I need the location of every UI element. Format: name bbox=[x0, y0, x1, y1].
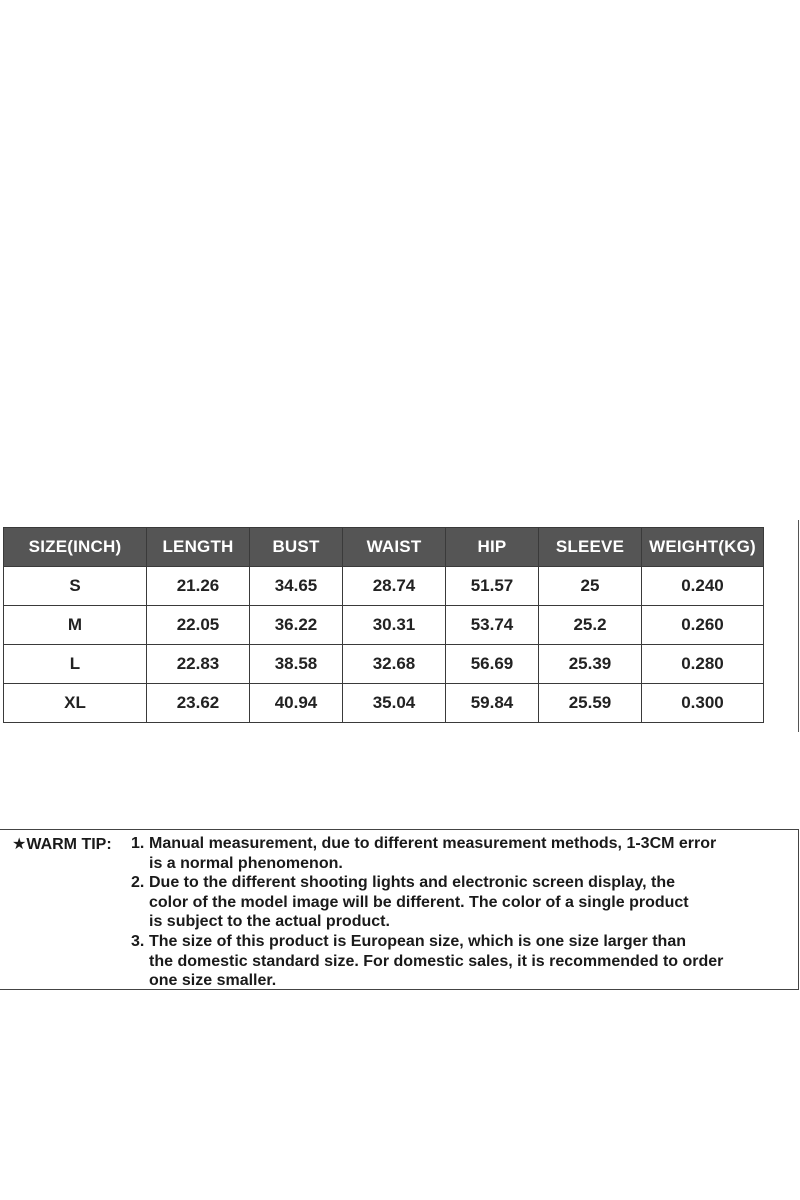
cell-length: 22.05 bbox=[147, 606, 250, 645]
cell-bust: 40.94 bbox=[250, 684, 343, 723]
cell-size: M bbox=[4, 606, 147, 645]
divider bbox=[798, 520, 799, 732]
table-row bbox=[4, 645, 764, 684]
table-row bbox=[4, 606, 764, 645]
cell-waist: 28.74 bbox=[343, 567, 446, 606]
column-header-length: LENGTH bbox=[147, 528, 250, 567]
cell-weight: 0.280 bbox=[642, 645, 764, 684]
tip-number: 2. bbox=[131, 874, 145, 892]
table-row bbox=[4, 567, 764, 606]
column-header-hip: HIP bbox=[446, 528, 539, 567]
warm-tip-label: ★WARM TIP: bbox=[12, 836, 112, 853]
cell-bust: 34.65 bbox=[250, 567, 343, 606]
cell-length: 21.26 bbox=[147, 567, 250, 606]
cell-hip: 51.57 bbox=[446, 567, 539, 606]
cell-bust: 38.58 bbox=[250, 645, 343, 684]
list-item bbox=[131, 834, 793, 873]
tip-number: 1. bbox=[131, 835, 145, 852]
cell-waist: 32.68 bbox=[343, 645, 446, 684]
cell-bust: 36.22 bbox=[250, 606, 343, 645]
cell-length: 23.62 bbox=[147, 684, 250, 723]
table-row bbox=[4, 684, 764, 723]
cell-size: XL bbox=[4, 684, 147, 723]
cell-length: 22.83 bbox=[147, 645, 250, 684]
column-header-bust: BUST bbox=[250, 528, 343, 567]
warm-tip-box bbox=[0, 829, 799, 990]
cell-sleeve: 25.2 bbox=[539, 606, 642, 645]
list-item bbox=[131, 932, 793, 991]
size-chart-table bbox=[3, 527, 764, 723]
cell-sleeve: 25 bbox=[539, 567, 642, 606]
tip-text: The size of this product is European size, which is one size larger than the domestic standard size. For domestic sales, it is recommended to order one size smaller. bbox=[149, 932, 724, 990]
size-chart-header-row bbox=[4, 528, 764, 567]
cell-weight: 0.300 bbox=[642, 684, 764, 723]
cell-waist: 35.04 bbox=[343, 684, 446, 723]
cell-size: S bbox=[4, 567, 147, 606]
cell-hip: 53.74 bbox=[446, 606, 539, 645]
cell-sleeve: 25.39 bbox=[539, 645, 642, 684]
column-header-sleeve: SLEEVE bbox=[539, 528, 642, 567]
warm-tip-list bbox=[131, 834, 793, 991]
cell-hip: 59.84 bbox=[446, 684, 539, 723]
list-item bbox=[131, 873, 793, 932]
column-header-weight: WEIGHT(KG) bbox=[642, 528, 764, 567]
cell-waist: 30.31 bbox=[343, 606, 446, 645]
cell-size: L bbox=[4, 645, 147, 684]
tip-text: Manual measurement, due to different measurement methods, 1-3CM error is a normal phenomenon. bbox=[149, 835, 717, 872]
cell-hip: 56.69 bbox=[446, 645, 539, 684]
cell-sleeve: 25.59 bbox=[539, 684, 642, 723]
tip-number: 3. bbox=[131, 932, 145, 950]
cell-weight: 0.240 bbox=[642, 567, 764, 606]
cell-weight: 0.260 bbox=[642, 606, 764, 645]
column-header-size: SIZE(INCH) bbox=[4, 528, 147, 567]
tip-text: Due to the different shooting lights and electronic screen display, the color of the model image will be different. The color of a single product is subject to the actual product. bbox=[149, 874, 689, 931]
column-header-waist: WAIST bbox=[343, 528, 446, 567]
